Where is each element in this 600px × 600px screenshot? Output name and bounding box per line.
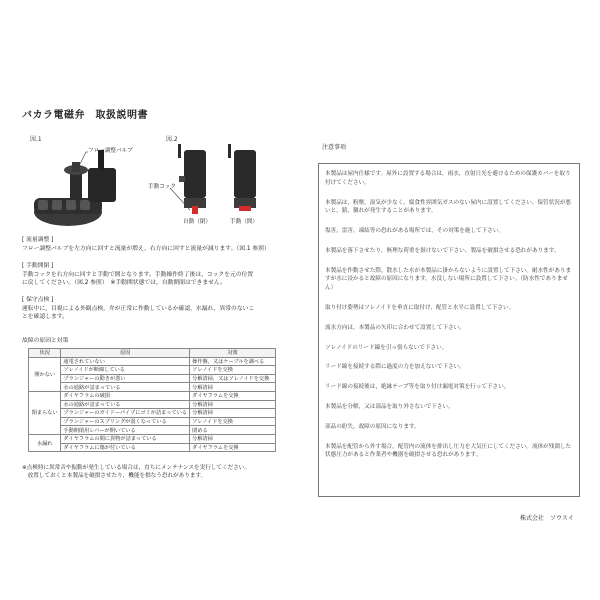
action-cell: ダイヤフラムを交換	[190, 391, 276, 400]
section-line: とを確認します。	[22, 314, 68, 321]
cause-cell: ダイヤフラムに傷が付いている	[61, 443, 190, 452]
header-state: 状況	[29, 349, 61, 358]
cause-cell: プランジャーのガイドーパイプにゴミが詰まっている	[61, 409, 190, 418]
note-item: リード線を接続する際に過度の力を加えないで下さい。	[325, 364, 465, 371]
notes-heading: 注意事項	[322, 144, 347, 151]
table-row	[29, 366, 276, 375]
section-line: フロー調整バルブを左方向に回すと流量が増え，右方向に回すと流量が減ります。（図.1 参照）	[22, 245, 270, 252]
note-item: 塩害，雷害，凍結等の恐れがある場所では，その対策を施して下さい。	[325, 228, 505, 234]
table-row	[29, 374, 276, 383]
section-line: に戻してください。（図.2 参照） ※手動開状態では，自動開閉はできません。	[22, 280, 226, 287]
figure-1-callout-label: フロー調整バルブ	[88, 148, 133, 154]
footnote-line: ※点検時に異常音や振動が発生している場合は，直ちにメンテナンスを実行してください。	[22, 465, 250, 471]
state-cell: 閉まらない	[29, 391, 61, 434]
figure-2-caption-manual: 手動（開）	[230, 219, 258, 225]
note-item: 本製品を分解，又は部品を取り外さないで下さい。	[325, 404, 454, 411]
table-row	[29, 434, 276, 443]
footnote-line: 放置しておくと本製品を破損させたり，機能を損なう恐れがあります。	[22, 473, 207, 480]
table-row	[29, 409, 276, 418]
trouble-heading: 故障の原因と対策	[22, 338, 69, 344]
action-cell: 分解清掃	[190, 409, 276, 418]
state-cell: 水漏れ	[29, 434, 61, 451]
cause-cell: 水の通路が詰まっている	[61, 400, 190, 409]
trouble-footnote	[22, 464, 250, 480]
note-item: 本製品を落下させたり，無理な荷重を掛けないで下さい。製品を破損させる恐れがあります。	[325, 247, 560, 254]
table-row	[29, 443, 276, 452]
header-action: 対策	[190, 349, 276, 358]
company-name: 株式会社 ソウスイ	[520, 515, 574, 522]
section-line: 手動コックを右方向に回すと手動で開となります。手動操作終了後は，コックを元の位置	[22, 271, 254, 278]
table-row	[29, 357, 276, 366]
note-item: 部品の紛失，故障の原因になります。	[325, 423, 420, 430]
table-row	[29, 426, 276, 435]
document-title: バカラ電磁弁 取扱説明書	[22, 110, 148, 121]
trouble-table	[28, 348, 276, 452]
section-heading: [ 流量調整 ]	[22, 237, 54, 243]
action-cell: 分解清掃	[190, 434, 276, 443]
figure-2-callout-label: 手動コック	[148, 184, 176, 190]
figure-2-valve-images	[170, 140, 270, 218]
note-item: 取り付け姿勢はソレノイドを垂直に取付け，配管と水平に設置して下さい。	[325, 304, 515, 311]
table-row	[29, 383, 276, 392]
action-cell: 分解清掃，又はソレノイドを交換	[190, 374, 276, 383]
action-cell: 閉める	[190, 426, 276, 435]
table-row	[29, 391, 276, 400]
cause-cell: ダイヤフラムの破損	[61, 391, 190, 400]
note-item: 流水方向は，本製品の矢印に合わせて設置して下さい。	[325, 324, 465, 331]
action-cell: ソレノイドを交換	[190, 366, 276, 375]
action-cell: ソレノイドを交換	[190, 417, 276, 426]
cause-cell: プランジャーのスプリングが弱くなっている	[61, 417, 190, 426]
section-heading: [ 手動開閉 ]	[22, 263, 54, 269]
cause-cell: ソレノイドが断線している	[61, 366, 190, 375]
section-heading: [ 保守点検 ]	[22, 297, 54, 303]
cause-cell: 手動開閉用レバーが開いている	[61, 426, 190, 435]
table-header-row	[29, 349, 276, 358]
cause-cell: 通電されていない	[61, 357, 190, 366]
header-cause: 原因	[61, 349, 190, 358]
figure-2-caption-auto: 自動（閉）	[183, 219, 211, 225]
cause-cell: 水の通路が詰まっている	[61, 383, 190, 392]
cause-cell: ダイヤフラムの間に異物が詰まっている	[61, 434, 190, 443]
note-item: ソレノイドのリード線を引っ張らないで下さい。	[325, 344, 448, 351]
cause-cell: プランジャーの動きが悪い	[61, 374, 190, 383]
notes-box	[318, 163, 580, 497]
section-maintenance	[22, 296, 292, 322]
action-cell: 分解清掃	[190, 383, 276, 392]
note-item: 本製品を作動させた際，散水した水が本製品に掛からないように設置して下さい。耐水性がありますが水に浸かると故障の原因になります。水没しない場所に設置して下さい。（防水性でありません）	[325, 267, 572, 291]
section-line: 運転中に，目視による外観点検，弁が正常に作動しているか確認，水漏れ，異常のないこ	[22, 305, 255, 312]
figure-2-label: 図.2	[166, 136, 178, 143]
note-item: 本製品は屋内仕様です。屋外に設置する場合は，雨水，直射日光を避けるための保護カバーを取り付けてください。	[325, 171, 571, 186]
note-item: リード線の接続後は，絶縁テープ等を取り付け漏電対策を行って下さい。	[325, 384, 510, 391]
state-cell: 開かない	[29, 357, 61, 391]
figure-1-label: 図.1	[30, 136, 42, 143]
action-cell: 分解清掃	[190, 400, 276, 409]
section-manual-open-close	[22, 262, 292, 288]
table-row	[29, 417, 276, 426]
action-cell: 操作盤，又はケーブルを調べる	[190, 357, 276, 366]
note-item: 本製品は，粉塵，湿気が少なく，腐食性雰囲気ガスのない屋内に設置してください。保管状況が悪いと，錆，黴れが発生することがあります。	[325, 199, 572, 215]
section-flow-adjust	[22, 236, 292, 253]
table-row	[29, 400, 276, 409]
action-cell: ダイヤフラムを交換	[190, 443, 276, 452]
note-item: 本製品を配管から外す場合，配管内の流体を排出し圧力を大気圧にしてください。流体が残溜した状態圧力があると作業者や機器を破損させる恐れがあります。	[325, 443, 572, 459]
